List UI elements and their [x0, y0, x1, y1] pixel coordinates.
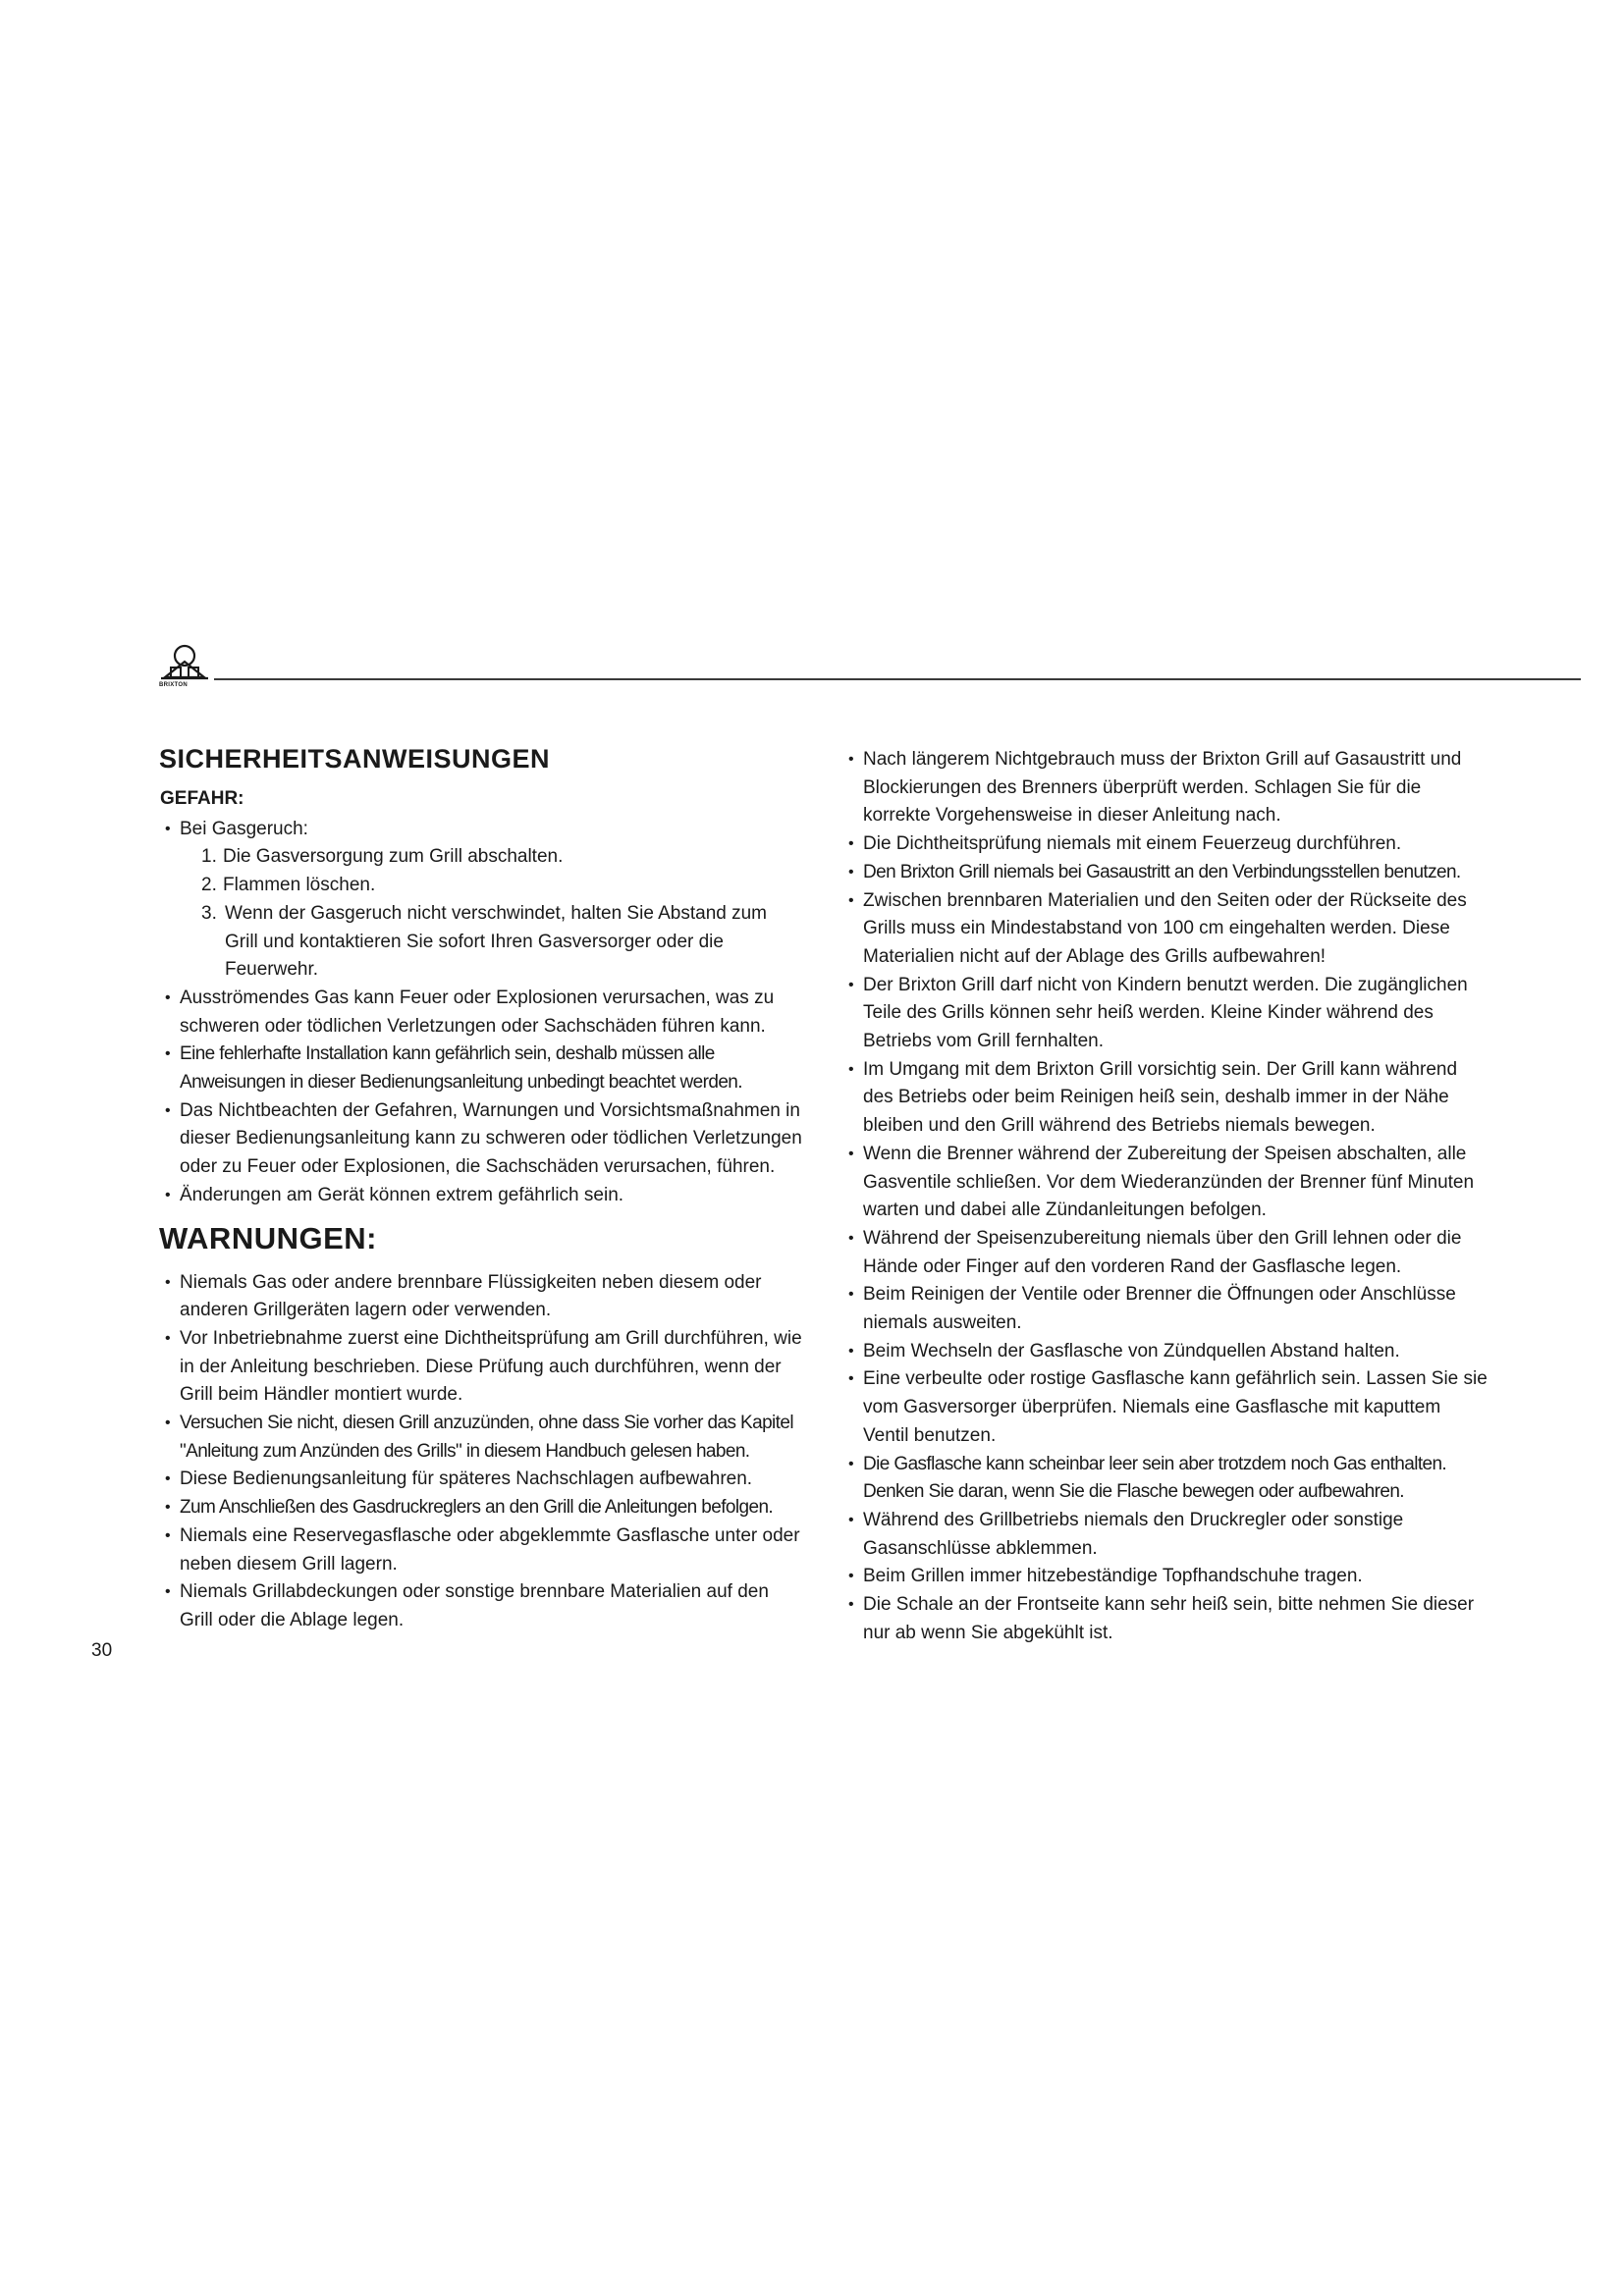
- list-item: • Wenn die Brenner während der Zubereitung der Speisen abschalten, alle Gasventile schließen. Vor dem Wiederanzünden der Brenner fünf Minuten warten und dabei alle Zündanleitungen befolgen.: [840, 1141, 1489, 1225]
- list-item: • Während der Speisenzubereitung niemals über den Grill lehnen oder die Hände oder Finger auf den vorderen Rand der Gasflasche legen.: [840, 1225, 1489, 1281]
- page-title: SICHERHEITSANWEISUNGEN: [159, 744, 551, 774]
- list-item: • Diese Bedienungsanleitung für späteres Nachschlagen aufbewahren.: [157, 1466, 805, 1494]
- list-item: • Beim Wechseln der Gasflasche von Zündquellen Abstand halten.: [840, 1338, 1489, 1366]
- step-text: Flammen löschen.: [223, 875, 376, 896]
- list-item: • Änderungen am Gerät können extrem gefährlich sein.: [157, 1182, 805, 1210]
- step-text: Die Gasversorgung zum Grill abschalten.: [223, 846, 564, 868]
- step-number: 2.: [201, 875, 217, 896]
- list-item: • Den Brixton Grill niemals bei Gasaustritt an den Verbindungsstellen benutzen.: [840, 859, 1489, 887]
- list-item: [157, 816, 805, 985]
- list-item: • Niemals Grillabdeckungen oder sonstige brennbare Materialien auf den Grill oder die Ablage legen.: [157, 1578, 805, 1634]
- step-item: [201, 872, 805, 900]
- list-item: • Vor Inbetriebnahme zuerst eine Dichtheitsprüfung am Grill durchführen, wie in der Anleitung beschrieben. Diese Prüfung auch durchführen, wenn der Grill beim Händler montiert wurde.: [157, 1325, 805, 1410]
- step-number: 3.: [201, 902, 217, 924]
- danger-heading: GEFAHR:: [160, 788, 244, 809]
- list-item: • Zum Anschließen des Gasdruckreglers an den Grill die Anleitungen befolgen.: [157, 1494, 805, 1522]
- safety-list: [840, 746, 1489, 1648]
- warnings-title: WARNUNGEN:: [159, 1220, 377, 1255]
- list-item: • Beim Grillen immer hitzebeständige Topfhandschuhe tragen.: [840, 1563, 1489, 1591]
- list-item: • Niemals Gas oder andere brennbare Flüssigkeiten neben diesem oder anderen Grillgeräten lagern oder verwenden.: [157, 1269, 805, 1325]
- list-item: • Ausströmendes Gas kann Feuer oder Explosionen verursachen, was zu schweren oder tödlichen Verletzungen oder Sachschäden führen kann.: [157, 985, 805, 1041]
- right-column: [840, 746, 1489, 1648]
- warnings-list: [157, 1269, 805, 1635]
- list-item: • Versuchen Sie nicht, diesen Grill anzuzünden, ohne dass Sie vorher das Kapitel "Anleitung zum Anzünden des Grills" in diesem Handbuch gelesen haben.: [157, 1410, 805, 1466]
- list-item: • Das Nichtbeachten der Gefahren, Warnungen und Vorsichtsmaßnahmen in dieser Bedienungsanleitung kann zu schweren oder tödlichen Verletzungen oder zu Feuer oder Explosionen, die Sachschäden verursachen, führen.: [157, 1097, 805, 1182]
- step-item: [201, 843, 805, 872]
- list-item: • Nach längerem Nichtgebrauch muss der Brixton Grill auf Gasaustritt und Blockierungen des Brenners überprüft werden. Schlagen Sie für die korrekte Vorgehensweise in dieser Anleitung nach.: [840, 746, 1489, 830]
- list-item: • Zwischen brennbaren Materialien und den Seiten oder der Rückseite des Grills muss ein Mindestabstand von 100 cm eingehalten werden. Diese Materialien nicht auf der Ablage des Grills aufbewahren!: [840, 887, 1489, 972]
- list-item: • Die Dichtheitsprüfung niemals mit einem Feuerzeug durchführen.: [840, 830, 1489, 859]
- gas-smell-steps: [180, 843, 805, 985]
- logo-wordmark: BRIXTON: [159, 682, 188, 688]
- list-item: • Der Brixton Grill darf nicht von Kindern benutzt werden. Die zugänglichen Teile des Grills können sehr heiß werden. Kleine Kinder während des Betriebs vom Grill fernhalten.: [840, 972, 1489, 1056]
- step-number: 1.: [201, 846, 217, 868]
- page-header: [157, 638, 1581, 693]
- step-text: Wenn der Gasgeruch nicht verschwindet, halten Sie Abstand zum Grill und kontaktieren Sie sofort Ihren Gasversorger oder die Feuerwehr.: [225, 902, 768, 981]
- danger-list: [157, 816, 805, 1210]
- list-item: • Im Umgang mit dem Brixton Grill vorsichtig sein. Der Grill kann während des Betriebs oder beim Reinigen heiß sein, deshalb immer in der Nähe bleiben und den Grill während des Betriebs niemals bewegen.: [840, 1056, 1489, 1141]
- left-column: [157, 736, 805, 1635]
- list-item: • Beim Reinigen der Ventile oder Brenner die Öffnungen oder Anschlüsse niemals ausweiten.: [840, 1281, 1489, 1337]
- step-item: [201, 900, 805, 985]
- list-item: • Während des Grillbetriebs niemals den Druckregler oder sonstige Gasanschlüsse abklemmen.: [840, 1507, 1489, 1563]
- list-item: • Niemals eine Reservegasflasche oder abgeklemmte Gasflasche unter oder neben diesem Grill lagern.: [157, 1522, 805, 1578]
- header-rule: [214, 678, 1581, 680]
- list-item: • Die Gasflasche kann scheinbar leer sein aber trotzdem noch Gas enthalten. Denken Sie daran, wenn Sie die Flasche bewegen oder aufbewahren.: [840, 1451, 1489, 1507]
- list-item: • Die Schale an der Frontseite kann sehr heiß sein, bitte nehmen Sie dieser nur ab wenn Sie abgekühlt ist.: [840, 1591, 1489, 1647]
- gas-smell-label: Bei Gasgeruch:: [180, 818, 308, 839]
- list-item: • Eine fehlerhafte Installation kann gefährlich sein, deshalb müssen alle Anweisungen in dieser Bedienungsanleitung unbedingt beachtet werden.: [157, 1041, 805, 1096]
- list-item: • Eine verbeulte oder rostige Gasflasche kann gefährlich sein. Lassen Sie sie vom Gasversorger überprüfen. Niemals eine Gasflasche mit kaputtem Ventil benutzen.: [840, 1365, 1489, 1450]
- page-number: 30: [91, 1640, 113, 1661]
